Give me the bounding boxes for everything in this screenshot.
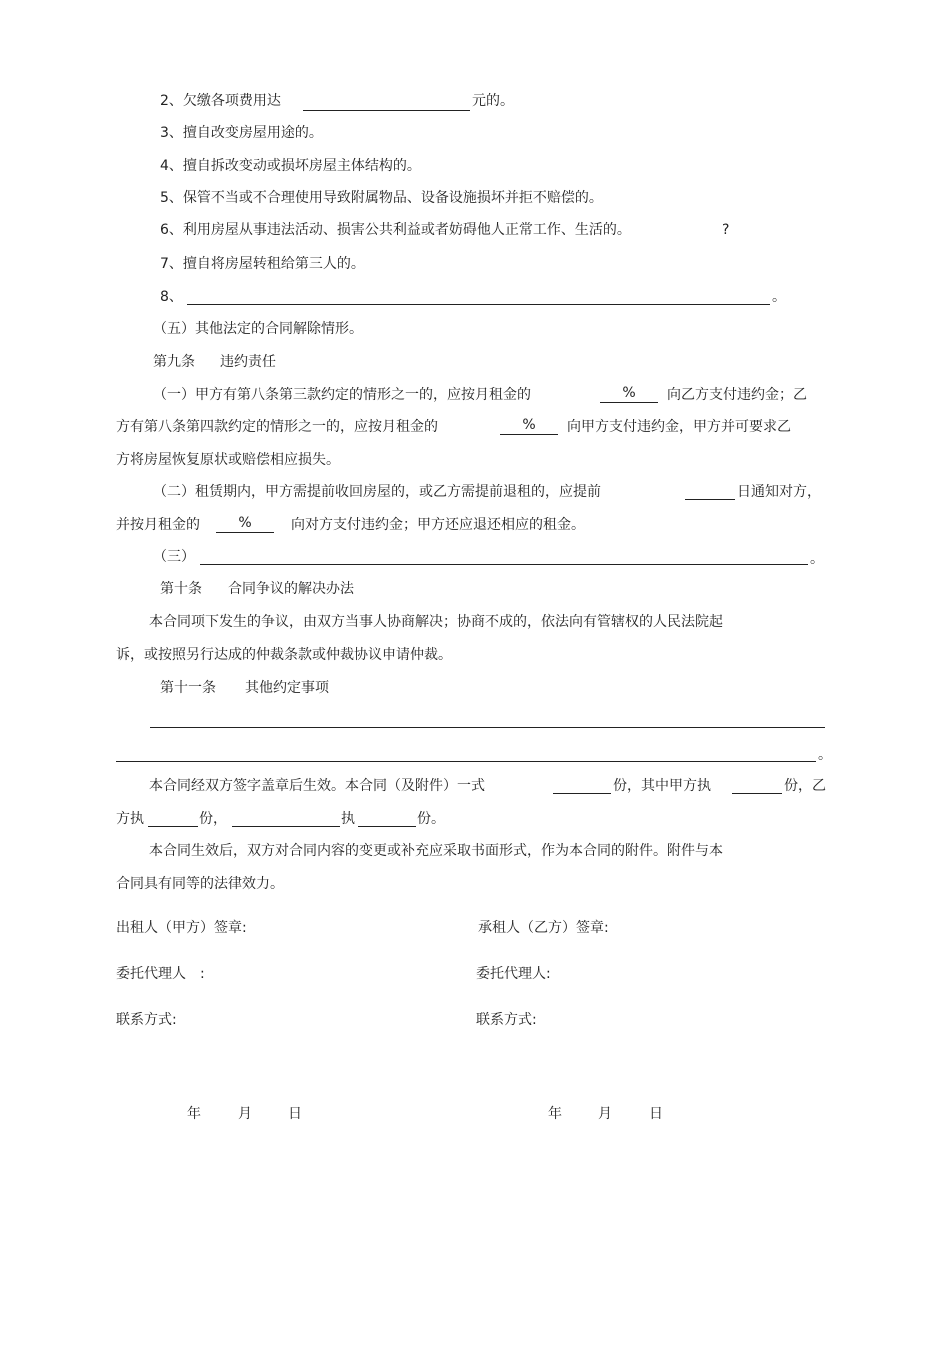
article-9-p3-label: （三） — [153, 549, 195, 565]
article-11-title: 其他约定事项 — [245, 680, 329, 696]
lessor-penalty-pct[interactable]: % — [600, 384, 658, 403]
article-9-p1-line3: 方将房屋恢复原状或赔偿相应损失。 — [116, 452, 340, 468]
article-11-blank-line-1[interactable] — [150, 727, 825, 728]
item-3: 3、擅自改变房屋用途的。 — [160, 125, 323, 141]
lessee-date-day: 日 — [649, 1106, 663, 1122]
effect-line1a: 本合同经双方签字盖章后生效。本合同（及附件）一式 — [149, 778, 485, 794]
article-9-p1-line2b: 向甲方支付违约金，甲方并可要求乙 — [567, 419, 791, 435]
lessor-contact-label: 联系方式: — [116, 1012, 177, 1028]
article-9-p2-line1a: （二）租赁期内，甲方需提前收回房屋的，或乙方需提前退租的，应提前 — [153, 484, 601, 500]
item-6: 6、利用房屋从事违法活动、损害公共利益或者妨碍他人正常工作、生活的。 — [160, 222, 631, 238]
article-9-p2-line2a: 并按月租金的 — [116, 517, 200, 533]
article-11-blank-line-2[interactable] — [116, 761, 816, 762]
article-9-title: 违约责任 — [220, 354, 276, 370]
lessor-signature-label: 出租人（甲方）签章: — [116, 920, 247, 936]
effect-line2a: 方执 — [116, 811, 144, 827]
article-9-p1-line1a: （一）甲方有第八条第三款约定的情形之一的，应按月租金的 — [153, 387, 531, 403]
lessee-date-month: 月 — [598, 1106, 612, 1122]
arrears-amount-blank[interactable] — [303, 92, 470, 111]
effect-zhi: 执 — [341, 811, 355, 827]
effect-fen3: 份， — [199, 811, 227, 827]
copies-total-blank[interactable] — [553, 775, 611, 794]
lessor-date-month: 月 — [238, 1106, 252, 1122]
article-9-heading: 第九条 — [153, 354, 195, 370]
copies-other-blank[interactable] — [358, 808, 416, 827]
item-6-mark: ? — [722, 222, 730, 238]
lessee-penalty-pct[interactable]: % — [500, 416, 558, 435]
lessor-agent-label: 委托代理人 : — [116, 966, 205, 982]
amend-line1: 本合同生效后，双方对合同内容的变更或补充应采取书面形式，作为本合同的附件。附件与本 — [149, 843, 723, 859]
copies-lessor-blank[interactable] — [732, 775, 782, 794]
article-9-p2-line2b: 向对方支付违约金；甲方还应退还相应的租金。 — [291, 517, 585, 533]
article-9-p3-blank[interactable] — [200, 546, 808, 565]
article-9-p2-line1b: 日通知对方， — [737, 484, 821, 500]
amend-line2: 合同具有同等的法律效力。 — [116, 876, 284, 892]
lessor-date-year: 年 — [187, 1106, 201, 1122]
article-10-title: 合同争议的解决办法 — [228, 581, 354, 597]
article-9-p3-end: 。 — [810, 551, 824, 567]
lessee-contact-label: 联系方式: — [476, 1012, 537, 1028]
article-11-end: 。 — [818, 747, 832, 763]
item-8-blank[interactable] — [187, 286, 770, 305]
effect-fen4: 份。 — [417, 811, 445, 827]
clause-5: （五）其他法定的合同解除情形。 — [153, 321, 363, 337]
article-10-line1: 本合同项下发生的争议，由双方当事人协商解决；协商不成的，依法向有管辖权的人民法院起 — [149, 614, 723, 630]
item-2-text: 2、欠缴各项费用达 — [160, 93, 281, 109]
article-11-heading: 第十一条 — [160, 680, 216, 696]
item-5: 5、保管不当或不合理使用导致附属物品、设备设施损坏并拒不赔偿的。 — [160, 190, 603, 206]
article-9-p1-line2a: 方有第八条第四款约定的情形之一的，应按月租金的 — [116, 419, 438, 435]
item-2-suffix: 元的。 — [472, 93, 514, 109]
article-10-heading: 第十条 — [160, 581, 202, 597]
article-9-p1-line1b: 向乙方支付违约金；乙 — [667, 387, 807, 403]
lessee-agent-label: 委托代理人: — [476, 966, 551, 982]
effect-fen1: 份，其中甲方执 — [613, 778, 711, 794]
item-7: 7、擅自将房屋转租给第三人的。 — [160, 256, 365, 272]
early-termination-pct[interactable]: % — [216, 514, 274, 533]
notice-days-blank[interactable] — [685, 481, 735, 500]
item-8-end: 。 — [772, 289, 786, 305]
lessee-signature-label: 承租人（乙方）签章: — [478, 920, 609, 936]
effect-fen2: 份，乙 — [784, 778, 826, 794]
article-10-line2: 诉，或按照另行达成的仲裁条款或仲裁协议申请仲裁。 — [116, 647, 452, 663]
item-8-label: 8、 — [160, 289, 183, 305]
lessee-date-year: 年 — [548, 1106, 562, 1122]
lessor-date-day: 日 — [288, 1106, 302, 1122]
item-4: 4、擅自拆改变动或损坏房屋主体结构的。 — [160, 158, 421, 174]
other-party-blank[interactable] — [232, 808, 340, 827]
copies-lessee-blank[interactable] — [148, 808, 198, 827]
